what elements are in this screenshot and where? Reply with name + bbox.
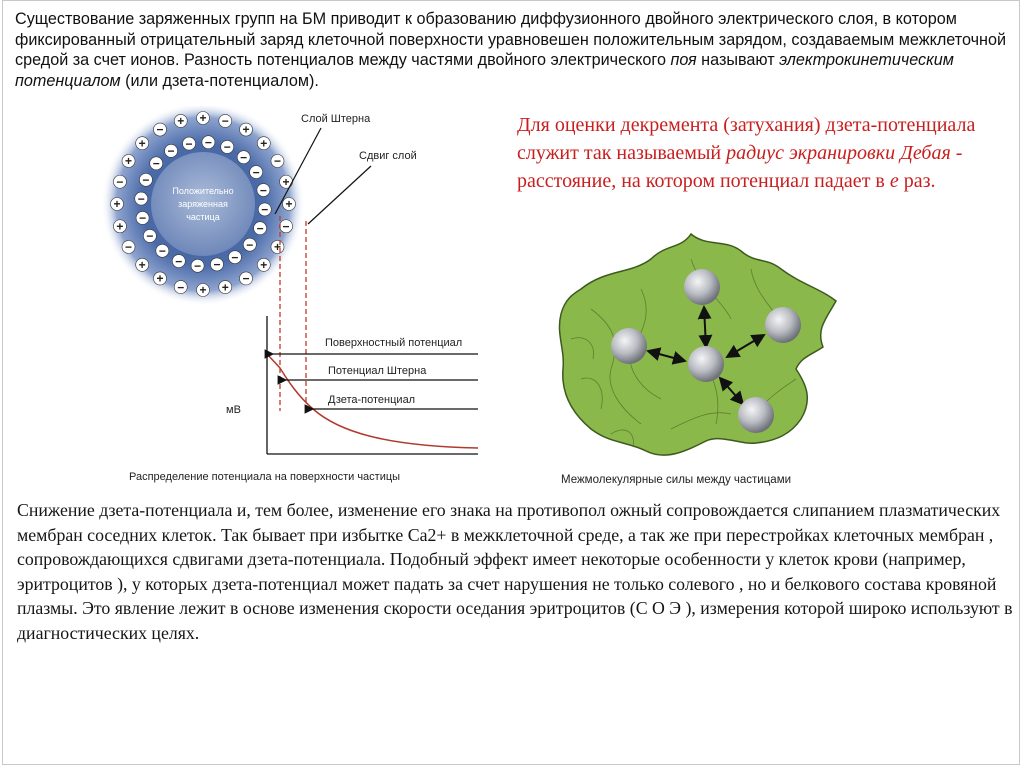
ion-sign: − bbox=[204, 135, 212, 150]
ion-sign: − bbox=[137, 191, 145, 206]
particle-label-line1: Положительно bbox=[172, 186, 234, 196]
ion-sign: − bbox=[177, 280, 185, 295]
ion-sign: − bbox=[221, 114, 229, 129]
ion-sign: − bbox=[116, 174, 124, 189]
ion-sign: − bbox=[231, 250, 239, 265]
ion-sign: − bbox=[240, 150, 248, 165]
ion-sign: − bbox=[252, 165, 260, 180]
particle-label-line3: частица bbox=[186, 212, 220, 222]
ion-sign: − bbox=[213, 257, 221, 272]
left-figure-caption: Распределение потенциала на поверхности частицы bbox=[129, 471, 401, 483]
ion-sign: − bbox=[261, 202, 269, 217]
ion-sign: + bbox=[125, 154, 133, 169]
ion-sign: + bbox=[242, 122, 250, 137]
ion-sign: + bbox=[156, 271, 164, 286]
bottom-paragraph: Снижение дзета-потенциала и, тем более, изменение его знака на противопол ожный сопровождается слипанием плазматических мембран соседних клеток. Так бывает при избытке Са2+ в межклеточной среде, а так же при перестройках клеточных мембран , сопровождающихся сдвигами дзета-потенциала. Подобный эффект имеет некоторые особенности у клеток крови (например, эритроцитов ), у которых дзета-потенциал может падать за счет нарушения не только солевого , но и белкового состава кровяной плазмы. Это явление лежит в основе изменения скорости оседания эритроцитов (С О Э ), измерения которой широко используют в диагностических целях. bbox=[17, 500, 1013, 643]
ion-sign: − bbox=[282, 219, 290, 234]
ion-sign: − bbox=[152, 156, 160, 171]
ion-sign: − bbox=[125, 240, 133, 255]
ion-sign: + bbox=[138, 258, 146, 273]
stern-potential-label: Потенциал Штерна bbox=[328, 365, 427, 377]
axis-unit-label: мВ bbox=[226, 404, 241, 416]
ion-sign: − bbox=[142, 172, 150, 187]
surface-potential-label: Поверхностный потенциал bbox=[325, 337, 463, 349]
particle-ball bbox=[611, 328, 647, 364]
zeta-potential-label: Дзета-потенциал bbox=[328, 394, 416, 406]
ion-sign: + bbox=[260, 136, 268, 151]
ion-sign: + bbox=[273, 240, 281, 255]
ion-sign: + bbox=[260, 258, 268, 273]
ion-sign: + bbox=[177, 114, 185, 129]
ion-sign: − bbox=[167, 144, 175, 159]
ion-sign: − bbox=[273, 154, 281, 169]
ion-sign: − bbox=[223, 140, 231, 155]
particle-label-line2: заряженная bbox=[178, 199, 228, 209]
ion-sign: + bbox=[199, 283, 207, 298]
ion-sign: + bbox=[116, 219, 124, 234]
intro-paragraph: Существование заряженных групп на БМ приводит к образованию диффузионного двойного электрического слоя, в котором фиксированный отрицательный заряд клеточной поверхности уравновешен положительным зарядом, создаваемым межклеточной средой за счет ионов. Разность потенциалов между частями двойного электрического поя называют электрокинетическим потенциалом (или дзета-потенциалом). bbox=[15, 10, 1007, 90]
ion-sign: − bbox=[139, 211, 147, 226]
shear-layer-label: Сдвиг слой bbox=[359, 150, 417, 162]
stern-layer-label: Слой Штерна bbox=[301, 113, 371, 125]
ion-sign: − bbox=[185, 136, 193, 151]
right-figure-caption: Межмолекулярные силы между частицами bbox=[561, 474, 792, 486]
slide bbox=[2, 0, 1020, 765]
ion-sign: − bbox=[256, 221, 264, 236]
shear-layer-pointer bbox=[308, 166, 371, 224]
ion-sign: − bbox=[156, 122, 164, 137]
ion-sign: − bbox=[158, 243, 166, 258]
ion-sign: + bbox=[285, 197, 293, 212]
ion-sign: + bbox=[138, 136, 146, 151]
ion-sign: + bbox=[221, 280, 229, 295]
ion-sign: − bbox=[175, 254, 183, 269]
ion-sign: − bbox=[259, 183, 267, 198]
debye-radius-note: Для оценки декремента (затухания) дзета-потенциала служит так называемый радиус экранировки Дебая - расстояние, на котором потенциал падает в е раз. bbox=[517, 114, 976, 192]
cell-matrix-shape bbox=[559, 234, 836, 455]
ion-sign: − bbox=[246, 237, 254, 252]
ion-sign: − bbox=[242, 271, 250, 286]
intermolecular-forces-figure bbox=[551, 229, 851, 491]
ion-sign: + bbox=[199, 111, 207, 126]
particle-ball bbox=[684, 269, 720, 305]
potential-distribution-figure bbox=[103, 106, 503, 491]
ion-sign: − bbox=[146, 229, 154, 244]
particle-ball bbox=[738, 397, 774, 433]
ion-sign: + bbox=[282, 174, 290, 189]
particle-ball bbox=[688, 346, 724, 382]
ion-sign: + bbox=[113, 197, 121, 212]
ion-sign: − bbox=[194, 258, 202, 273]
particle-ball bbox=[765, 307, 801, 343]
